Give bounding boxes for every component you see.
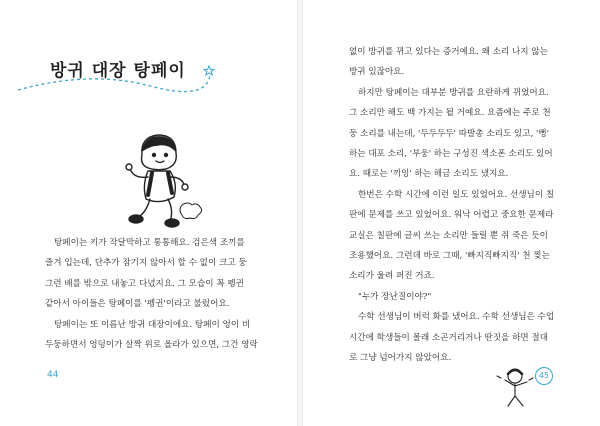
text-line: 탕페이는 키가 작달막하고 통통해요. 검은색 조끼를	[54, 238, 245, 248]
text-line: 수학 선생님이 버럭 화를 냈어요. 수학 선생님은 수업	[358, 312, 555, 323]
text-line: 같아서 아이들은 탕페이를 '펭귄'이라고 불렀어요.	[45, 299, 230, 310]
text-line: 한번은 수학 시간에 이런 일도 있었어요. 선생님이 칠	[358, 189, 555, 200]
page-number-right: 45	[538, 371, 550, 380]
text-line: 둥 소리를 내는데, '두두두두' 따발총 소리도 있고, '뻥'	[349, 128, 550, 139]
text-line: 두둥하면서 엉덩이가 살짝 위로 올라가 있으면, 그건 영락	[45, 340, 258, 351]
right-body-text	[349, 42, 569, 369]
text-line: "누가 장난질이야?"	[358, 291, 432, 302]
star-icon	[204, 66, 214, 75]
page-number-badge	[535, 367, 553, 385]
chapter-title: 방귀 대장 탕페이	[50, 61, 186, 81]
text-line: 교실은 칠판에 글씨 쓰는 소리만 들릴 뿐 쥐 죽은 듯이	[349, 230, 548, 241]
left-page	[0, 0, 297, 426]
text-line: 없이 방귀를 뀌고 있다는 증거예요. 왜 소리 나지 않는	[349, 47, 548, 57]
text-line: 요. 때로는 '끼잉' 하는 해금 소리도 냈지요.	[349, 169, 509, 180]
text-line: 조용했어요. 그런데 바로 그때, '빠지직빠지직' 천 찢는	[349, 251, 550, 262]
text-line: 그 소리만 해도 백 가지는 될 거예요. 요즘에는 주로 천	[349, 108, 551, 119]
text-line: 하는 대포 소리, '부웅' 하는 구성진 색소폰 소리도 있어	[349, 149, 553, 160]
text-line: 소리가 울려 퍼진 거죠.	[349, 271, 435, 282]
boy-illustration	[112, 125, 204, 235]
text-line: 시간에 학생들이 몰래 소곤거리거나 딴짓을 하면 절대	[349, 332, 549, 343]
text-line: 그런 배를 밖으로 내놓고 다녔지요. 그 모습이 꼭 펭귄	[45, 278, 244, 289]
text-line: 방귀 있잖아요.	[349, 67, 405, 78]
title-dashed-line	[0, 0, 297, 110]
text-line: 판에 문제를 쓰고 있었어요. 워낙 어렵고 중요한 문제라	[349, 210, 554, 221]
small-boy-illustration	[493, 364, 537, 410]
text-line: 하지만 탕페이는 대부분 방귀를 요란하게 뀌었어요.	[358, 87, 549, 98]
page-number-left: 44	[47, 370, 59, 380]
text-line: 즐겨 입는데, 단추가 잠기지 않아서 할 수 없이 크고 둥	[45, 258, 247, 269]
text-line: 로 그냥 넘어가지 않았어요.	[349, 353, 452, 364]
text-line: 탕페이는 또 이름난 방귀 대장이에요. 탕페이 엉이 비	[54, 319, 251, 330]
right-page	[303, 0, 600, 426]
left-body-text	[45, 233, 265, 355]
